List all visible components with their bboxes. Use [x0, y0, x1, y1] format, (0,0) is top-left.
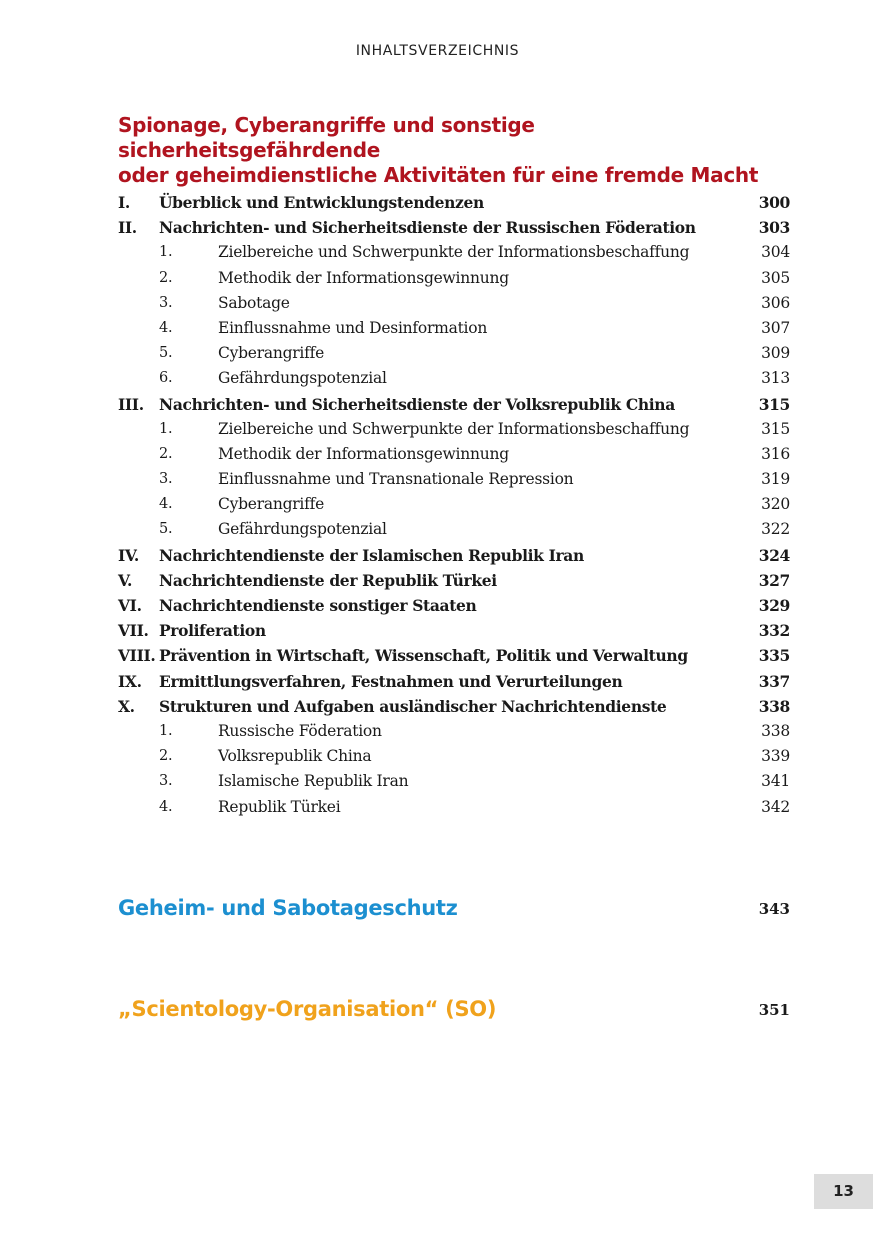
- entry-number: 3.: [159, 471, 173, 488]
- running-header: INHALTSVERZEICHNIS: [355, 43, 520, 59]
- entry-number: 3.: [159, 773, 173, 790]
- entry-page-number: 327: [758, 570, 790, 590]
- toc-subentry[interactable]: [118, 417, 790, 442]
- toc-subentry[interactable]: [118, 795, 790, 820]
- toc-subentry[interactable]: [118, 719, 790, 744]
- toc-entry-scientology[interactable]: [118, 994, 790, 1024]
- entry-number: 4.: [159, 496, 173, 513]
- entry-label: Prävention in Wirtschaft, Wissenschaft, Politik und Verwaltung: [159, 646, 688, 666]
- entry-page-number: 315: [761, 419, 790, 438]
- toc-subentry[interactable]: [118, 240, 790, 265]
- entry-number: 4.: [159, 798, 173, 815]
- entry-page-number: 342: [761, 797, 790, 816]
- entry-page-number: 319: [761, 470, 790, 489]
- entry-page-number: 306: [761, 293, 790, 312]
- page-number-scientology: 351: [758, 1001, 790, 1019]
- section-title-spionage: [118, 113, 798, 188]
- entry-page-number: 304: [761, 243, 790, 262]
- toc-entry[interactable]: [118, 669, 790, 694]
- entry-label: Nachrichtendienste sonstiger Staaten: [159, 596, 477, 615]
- toc-entry[interactable]: [118, 215, 790, 240]
- entry-page-number: 316: [761, 444, 790, 463]
- page-number-geheimschutz: 343: [758, 900, 790, 918]
- entry-number: III.: [118, 394, 144, 414]
- entry-label: Cyberangriffe: [218, 344, 325, 363]
- entry-label: Nachrichtendienste der Republik Türkei: [159, 570, 497, 590]
- entry-page-number: 339: [761, 747, 790, 766]
- toc-subentry[interactable]: [118, 467, 790, 492]
- toc-subentry[interactable]: [118, 341, 790, 366]
- toc-entry[interactable]: [118, 618, 790, 643]
- entry-page-number: 315: [758, 394, 790, 414]
- toc-entry[interactable]: [118, 543, 790, 568]
- entry-label: Proliferation: [159, 621, 266, 641]
- toc-subentry[interactable]: [118, 517, 790, 542]
- entry-number: VII.: [118, 621, 149, 641]
- entry-label: Volksrepublik China: [218, 747, 372, 766]
- toc-entry[interactable]: [118, 694, 790, 719]
- entry-label: Überblick und Entwicklungstendenzen: [159, 193, 484, 212]
- entry-number: X.: [118, 696, 135, 716]
- entry-page-number: 329: [758, 596, 790, 615]
- entry-label: Russische Föderation: [218, 721, 382, 740]
- entry-number: IX.: [118, 671, 142, 691]
- entry-number: II.: [118, 218, 137, 238]
- toc-subentry[interactable]: [118, 266, 790, 291]
- section-title-scientology: „Scientology-Organisation“ (SO): [118, 997, 497, 1021]
- toc-subentry[interactable]: [118, 744, 790, 769]
- entry-number: VI.: [118, 596, 142, 615]
- entry-number: 3.: [159, 294, 173, 311]
- entry-page-number: 303: [758, 218, 790, 238]
- entry-number: 2.: [159, 445, 173, 462]
- section-title-geheimschutz: Geheim- und Sabotageschutz: [118, 896, 458, 920]
- page-number-badge: 13: [814, 1174, 873, 1209]
- entry-number: VIII.: [118, 646, 156, 666]
- toc-entry[interactable]: [118, 568, 790, 593]
- entry-page-number: 337: [758, 671, 790, 691]
- toc-subentry[interactable]: [118, 492, 790, 517]
- entry-label: Nachrichten- und Sicherheitsdienste der Volksrepublik China: [159, 394, 675, 414]
- entry-number: 1.: [159, 244, 173, 261]
- toc-entry[interactable]: [118, 190, 790, 215]
- entry-page-number: 307: [761, 318, 790, 337]
- entry-number: 2.: [159, 748, 173, 765]
- toc-subentry[interactable]: [118, 769, 790, 794]
- entry-label: Republik Türkei: [218, 797, 341, 816]
- entry-page-number: 313: [761, 369, 790, 388]
- entry-label: Nachrichten- und Sicherheitsdienste der Russischen Föderation: [159, 218, 696, 238]
- entry-label: Einflussnahme und Transnationale Repression: [218, 470, 574, 489]
- entry-page-number: 335: [758, 646, 790, 666]
- entry-label: Islamische Republik Iran: [218, 772, 409, 791]
- section-title-line-2: oder geheimdienstliche Aktivitäten für eine fremde Macht: [118, 163, 759, 187]
- entry-label: Zielbereiche und Schwerpunkte der Informationsbeschaffung: [218, 243, 690, 262]
- entry-number: V.: [118, 570, 133, 590]
- toc-entry-geheimschutz[interactable]: [118, 893, 790, 923]
- entry-number: 5.: [159, 521, 173, 538]
- entry-page-number: 338: [761, 721, 790, 740]
- toc-entry[interactable]: [118, 392, 790, 417]
- entry-label: Ermittlungsverfahren, Festnahmen und Verurteilungen: [159, 671, 623, 691]
- toc-entry[interactable]: [118, 593, 790, 618]
- entry-number: 4.: [159, 319, 173, 336]
- entry-number: 6.: [159, 370, 173, 387]
- entry-page-number: 332: [758, 621, 790, 641]
- entry-page-number: 341: [761, 772, 790, 791]
- entry-page-number: 338: [758, 696, 790, 716]
- entry-number: 5.: [159, 345, 173, 362]
- entry-label: Methodik der Informationsgewinnung: [218, 444, 509, 463]
- entry-label: Methodik der Informationsgewinnung: [218, 268, 509, 287]
- entry-page-number: 320: [761, 495, 790, 514]
- entry-page-number: 309: [761, 344, 790, 363]
- entry-label: Cyberangriffe: [218, 495, 325, 514]
- entry-page-number: 300: [758, 193, 790, 212]
- section-title-line-1: Spionage, Cyberangriffe und sonstige sicherheitsgefährdende: [118, 113, 535, 162]
- entry-label: Sabotage: [218, 293, 290, 312]
- entry-label: Strukturen und Aufgaben ausländischer Nachrichtendienste: [159, 696, 667, 716]
- entry-number: IV.: [118, 545, 139, 565]
- toc-subentry[interactable]: [118, 442, 790, 467]
- entry-label: Zielbereiche und Schwerpunkte der Informationsbeschaffung: [218, 419, 690, 438]
- entry-label: Einflussnahme und Desinformation: [218, 318, 488, 337]
- toc-subentry[interactable]: [118, 366, 790, 391]
- toc-entry[interactable]: [118, 643, 790, 668]
- toc-subentry[interactable]: [118, 316, 790, 341]
- entry-number: 1.: [159, 420, 173, 437]
- entry-label: Gefährdungspotenzial: [218, 520, 387, 539]
- entry-page-number: 322: [761, 520, 790, 539]
- table-of-contents-spionage: [118, 190, 790, 820]
- entry-number: 2.: [159, 269, 173, 286]
- toc-subentry[interactable]: [118, 291, 790, 316]
- entry-label: Nachrichtendienste der Islamischen Republik Iran: [159, 545, 584, 565]
- entry-label: Gefährdungspotenzial: [218, 369, 387, 388]
- entry-page-number: 305: [761, 268, 790, 287]
- entry-page-number: 324: [758, 545, 790, 565]
- entry-number: 1.: [159, 722, 173, 739]
- entry-number: I.: [118, 193, 130, 212]
